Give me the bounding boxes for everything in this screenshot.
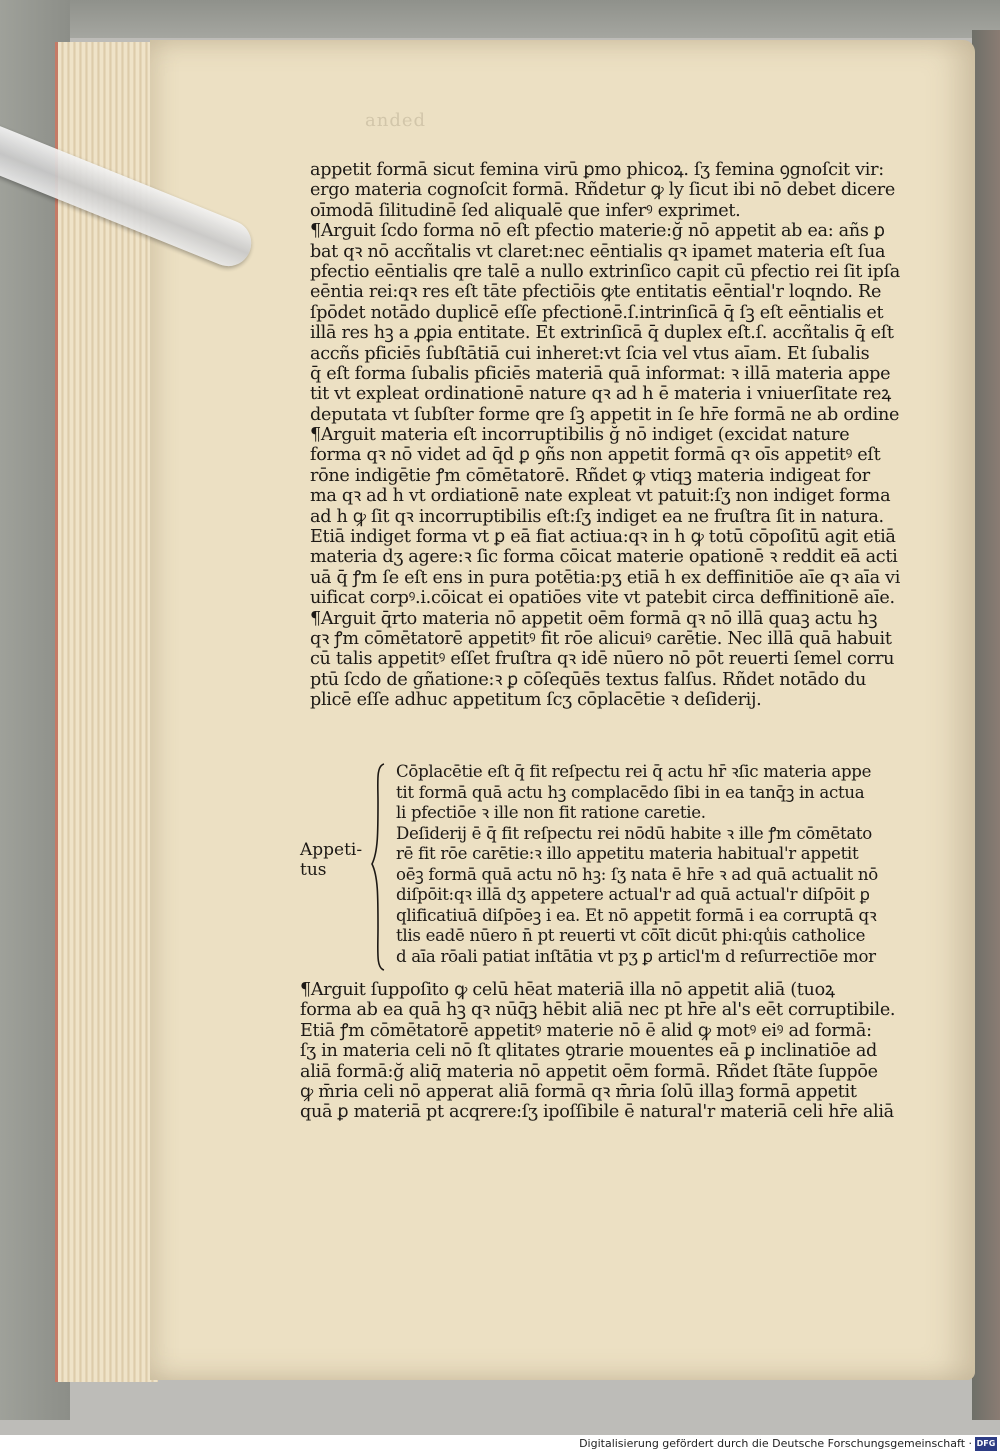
bracket-text bbox=[396, 762, 941, 967]
text-line: ergo materia cognoſcit formā. Rñdetur ꝙ ly ſicut ibi nō debet dicere bbox=[310, 180, 896, 201]
text-line: ¶Arguit̄ q̄rto materia nō appetit oēm formā qꝛ nō illā quaꝫ actu hꝫ bbox=[310, 608, 878, 629]
paragraph-block-1 bbox=[310, 160, 930, 711]
text-line: illā res hꝫ a ꝓꝑia entitate. Et extrinſicā q̄ duplex eſt.ſ. accñtalis q̄ eſt bbox=[310, 323, 894, 344]
book-cover-right bbox=[972, 30, 1000, 1420]
text-line: pfectio eēntialis qre talē a nullo extrinſico capit cū pfectio rei ſit ipſa bbox=[310, 261, 900, 282]
text-line: d̄ aīa rōali patiat̄ inſtātia vt pʒ ꝑ articl'm d̄ reſurrectiōe mor bbox=[396, 946, 876, 966]
text-line: quā ꝑ materiā pt acqrere:ſʒ ipoſſibile ē natural'r materiā celi hr̄e aliā bbox=[300, 1102, 894, 1123]
text-line: uā q̄ ꝭm ſe eſt ens in pura potētia:pʒ etiā h̄ ex deffinitiōe aīe qꝛ aīa vi bbox=[310, 567, 901, 588]
dfg-logo: DFG bbox=[975, 1437, 997, 1451]
text-line: ¶Arguit̄ materia eſt incorruptibilis ğ nō indiget (excidat nature bbox=[310, 425, 850, 446]
text-line: Cōplacētie eſt q̄ fit reſpectu rei q̄ actu hr̄ ꝛſic materia appe bbox=[396, 762, 872, 781]
text-line: plicē eſſe adhuc appetitum ſcʒ cōplacētie ꝛ deſiderij. bbox=[310, 690, 762, 711]
text-line: ptū ſcdo de gñatione:ꝛ ꝑ cōſeqūēs textus falſus. Rñdet̄ notādo du bbox=[310, 669, 867, 690]
bracket-label-line: Appeti- bbox=[300, 840, 363, 860]
text-line: li pfectiōe ꝛ ille non fit ratione caretie. bbox=[396, 803, 706, 822]
appetitus-bracket bbox=[300, 762, 940, 977]
book-cover-top bbox=[0, 0, 1000, 38]
text-line: ſʒ in materia celi nō ſt̄ qlitates ꝯtrarie mouentes eā ꝑ inclinatiōe ad bbox=[300, 1041, 877, 1062]
text-line: ¶Arguit̄ ſuppoſito ꝙ celū hēat materiā illa nō appetit aliā (tuoꝝ bbox=[300, 980, 835, 1000]
bracket-label-line: tus bbox=[300, 860, 327, 880]
text-line: aliā formā:ğ aliq̄ materia nō appetit oēm formā. Rñdet̄ ſtāte ſuppōe bbox=[300, 1061, 878, 1082]
page-edges bbox=[55, 42, 158, 1382]
text-line: qlificatiuā diſpōeꝫ i ea. Et nō appetit formā i ea corruptā qꝛ bbox=[396, 905, 877, 925]
text-line: uificat corpꝰ.i.cōicat ei opatiōes vite vt patebit circa deffinitionē aīe. bbox=[310, 588, 895, 609]
text-line: rē fit rōe carētie:ꝛ illo appetitu materia habitual'r appetit bbox=[396, 844, 859, 863]
text-line: cū talis appetitꝰ eſſet fruſtra qꝛ idē nūero nō pōt reuerti ſemel corru bbox=[310, 649, 895, 670]
faint-header-text: anded bbox=[365, 110, 427, 131]
text-line: forma qꝛ nō videt̄ ad q̄d ꝑ ꝯñs non appetit formā qꝛ oīs appetitꝰ eſt bbox=[310, 445, 881, 466]
text-line: Deſiderij ē q̄ fit reſpectu rei nōdū habite ꝛ ille ꝭm cōmētato bbox=[396, 823, 872, 843]
text-line: ma qꝛ ad h̄ vt ordiationē nat̄e expleat vt patuit:ſʒ non indiget forma bbox=[310, 486, 891, 507]
text-line: accñs pficiēs ſubſtātiā cui inheret:vt ſcia vel vtus aīam. Et ſubalis bbox=[310, 343, 870, 364]
text-line: rōne indigētie ꝭm cōmētatorē. Rñdet̄ ꝙ vtiqꝫ materia indigeat for bbox=[310, 465, 870, 486]
text-line: bat̄ qꝛ nō accñtalis vt claret:nec eēntialis qꝛ ipamet materia eſt ſua bbox=[310, 241, 886, 262]
text-line: diſpōit̄:qꝛ illā dʒ appetere actual'r ad quā actual'r diſpōit̄ ꝑ bbox=[396, 885, 870, 904]
text-line: ad h̄ ꝙ ſit qꝛ incorruptibilis eſt:ſʒ indiget ea ne fruſtra ſit in natura. bbox=[310, 506, 884, 527]
text-line: deputata vt ſubſter forme qre ſꝫ appetit in ſe hr̄e formā ne ab ordine bbox=[310, 404, 900, 425]
text-line: eēntia rei:qꝛ res eſt tāte pfectiōis ꝙte entitatis eēntial'r loqndo. Re bbox=[310, 282, 882, 303]
text-line: tit vt expleat ordinationē nature qꝛ ad h̄ ē materia i vniuerſitate reꝝ bbox=[310, 384, 891, 405]
text-line: qꝛ ꝭm cōmētatorē appetitꝰ fit rōe alicuiꝰ carētie. Nec illā quā habuit bbox=[310, 628, 892, 649]
text-line: q̄ eſt forma ſubalis pficiēs materiā quā informat: ꝛ illā materia appe bbox=[310, 363, 891, 384]
text-line: ꝙ m̄ria celi nō apperat aliā formā qꝛ m̄ria ſolū illaꝫ formā appetit bbox=[300, 1081, 857, 1102]
text-line: forma ab ea quā hꝫ qꝛ nūq̄ꝫ hēbit aliā nec pt hr̄e al's eēt corruptibile. bbox=[300, 1000, 896, 1021]
text-line: oēꝫ formā quā actu nō hꝫ: ſʒ nata ē hr̄e ꝛ ad quā actualit̄ nō bbox=[396, 864, 878, 884]
text-line: tlis eadē nūero n̄ pt reuerti vt cōīt̄ dicūt phi:qu̾is catholice bbox=[396, 926, 866, 945]
text-line: Etiā ꝭm cōmētatorē appetitꝰ materie nō ē aliḋ ꝙ motꝰ eiꝰ ad formā: bbox=[300, 1020, 872, 1041]
curly-brace-icon bbox=[368, 762, 388, 972]
text-line: appetit formā sicut femina virū ꝑmo phicoꝝ. ſʒ femina ꝯgnoſcit vir: bbox=[310, 160, 884, 180]
text-line: tit formā quā actu hꝫ complacēdo ſibi in ea tanq̄ꝫ in actua bbox=[396, 782, 865, 802]
funding-credit: Digitalisierung gefördert durch die Deutsche Forschungsgemeinschaft · bbox=[579, 1437, 972, 1450]
text-line: oīmodā ſilitudinē ſed aliqualē que inferꝰ exprimet. bbox=[310, 200, 741, 221]
text-line: ſpōdet̄ notādo duplicē eſſe pfectionē.ſ.intrinſicā q̄ ſꝫ eſt eēntialis et bbox=[310, 302, 884, 323]
text-line: materia dʒ agere:ꝛ ſic forma cōicat materie opationē ꝛ reddit eā acti bbox=[310, 547, 898, 568]
paragraph-block-2 bbox=[300, 980, 930, 1123]
text-line: Etiā indiget forma vt ꝑ eā fiat actiua:qꝛ in h̄ ꝙ totū cōpoſitū agit etiā bbox=[310, 527, 896, 548]
bracket-label bbox=[300, 840, 370, 880]
text-line: ¶Arguit̄ ſcdo forma nō eſt pfectio materie:ğ nō appetit̄ ab ea: añs ꝑ bbox=[310, 221, 885, 242]
